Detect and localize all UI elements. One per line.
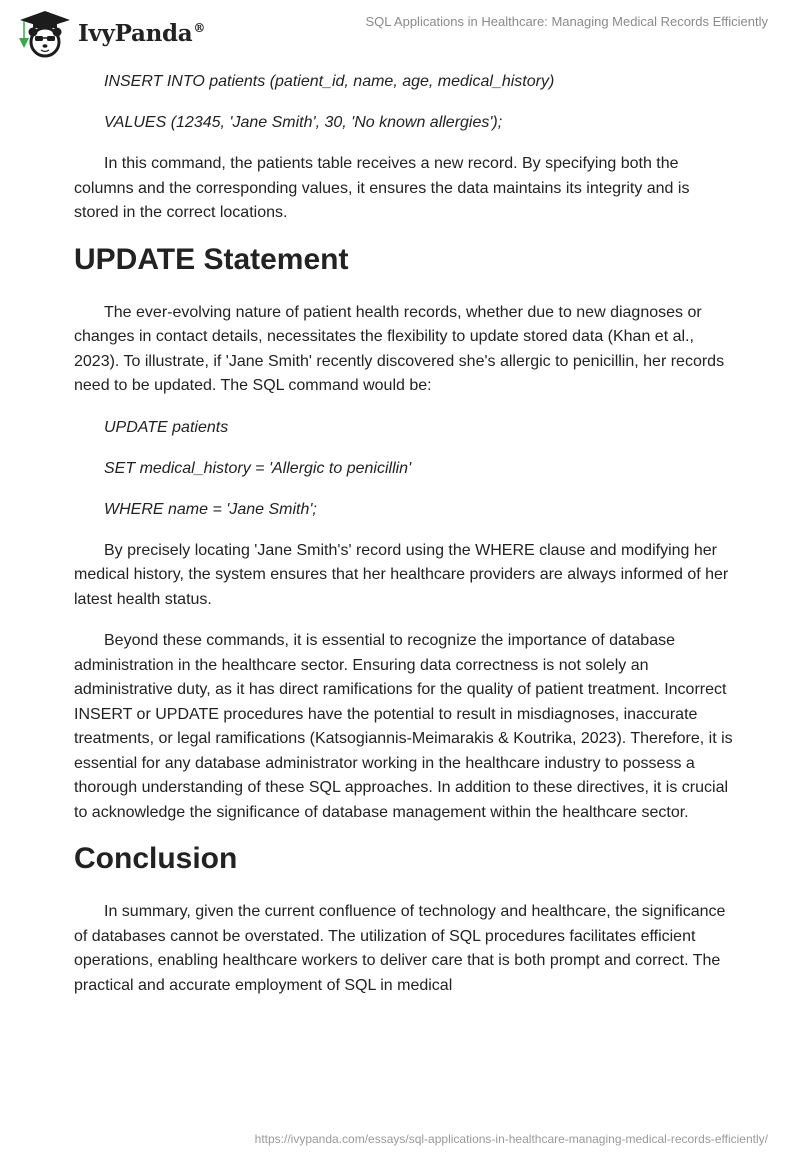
panda-graduate-icon [16,8,74,58]
document-title: SQL Applications in Healthcare: Managing Medical Records Efficiently [365,14,768,29]
sql-update-line-3: WHERE name = 'Jane Smith'; [104,500,317,518]
paragraph-update-intro: The ever-evolving nature of patient health records, whether due to new diagnoses or changes in contact details, necessitates the flexibility to update stored data (Khan et al., 2023). To illustrate, if 'Jane Smith' recently discovered she's allergic to penicillin, her records need to be updated. The SQL command would be: [74,303,725,394]
paragraph-insert-explanation: In this command, the patients table receives a new record. By specifying both the columns and the corresponding values, it ensures the data maintains its integrity and is stored in the correct locations. [74,155,690,221]
sql-insert-line-2: VALUES (12345, 'Jane Smith', 30, 'No known allergies'); [104,114,503,131]
sql-update-line-1: UPDATE patients [104,418,229,436]
source-url-link[interactable]: https://ivypanda.com/essays/sql-applications-in-healthcare-managing-medical-records-efficiently/ [254,1132,768,1146]
logo-wordmark: IvyPanda® [78,19,206,47]
paragraph-update-explanation: By precisely locating 'Jane Smith's' record using the WHERE clause and modifying her medical history, the system ensures that her healthcare providers are always informed of her latest health status. [74,541,729,608]
heading-update-statement: UPDATE Statement [74,242,349,276]
paragraph-conclusion: In summary, given the current confluence of technology and healthcare, the significance of databases cannot be overstated. The utilization of SQL procedures facilitates efficient operations, enabling healthcare workers to deliver care that is both prompt and correct. The practical and accurate employment of SQL in medical [74,903,726,994]
paragraph-database-administration: Beyond these commands, it is essential to recognize the importance of database administration in the healthcare sector. Ensuring data correctness is not solely an administrative duty, as it has direct ramifications for the quality of patient treatment. Incorrect INSERT or UPDATE procedures have the potential to result in misdiagnoses, inaccurate treatments, or legal ramifications (Katsogiannis-Meimarakis & Koutrika, 2023). Therefore, it is essential for any database administrator working in the healthcare industry to possess a thorough understanding of these SQL approaches. In addition to these directives, it is crucial to acknowledge the significance of database management within the healthcare sector. [74,632,733,821]
ivypanda-logo[interactable] [16,8,205,58]
sql-insert-line-1: INSERT INTO patients (patient_id, name, age, medical_history) [104,73,555,90]
article-body [74,70,734,1015]
sql-update-line-2: SET medical_history = 'Allergic to penicillin' [104,459,412,477]
heading-conclusion: Conclusion [74,842,238,875]
page-header [0,0,800,60]
